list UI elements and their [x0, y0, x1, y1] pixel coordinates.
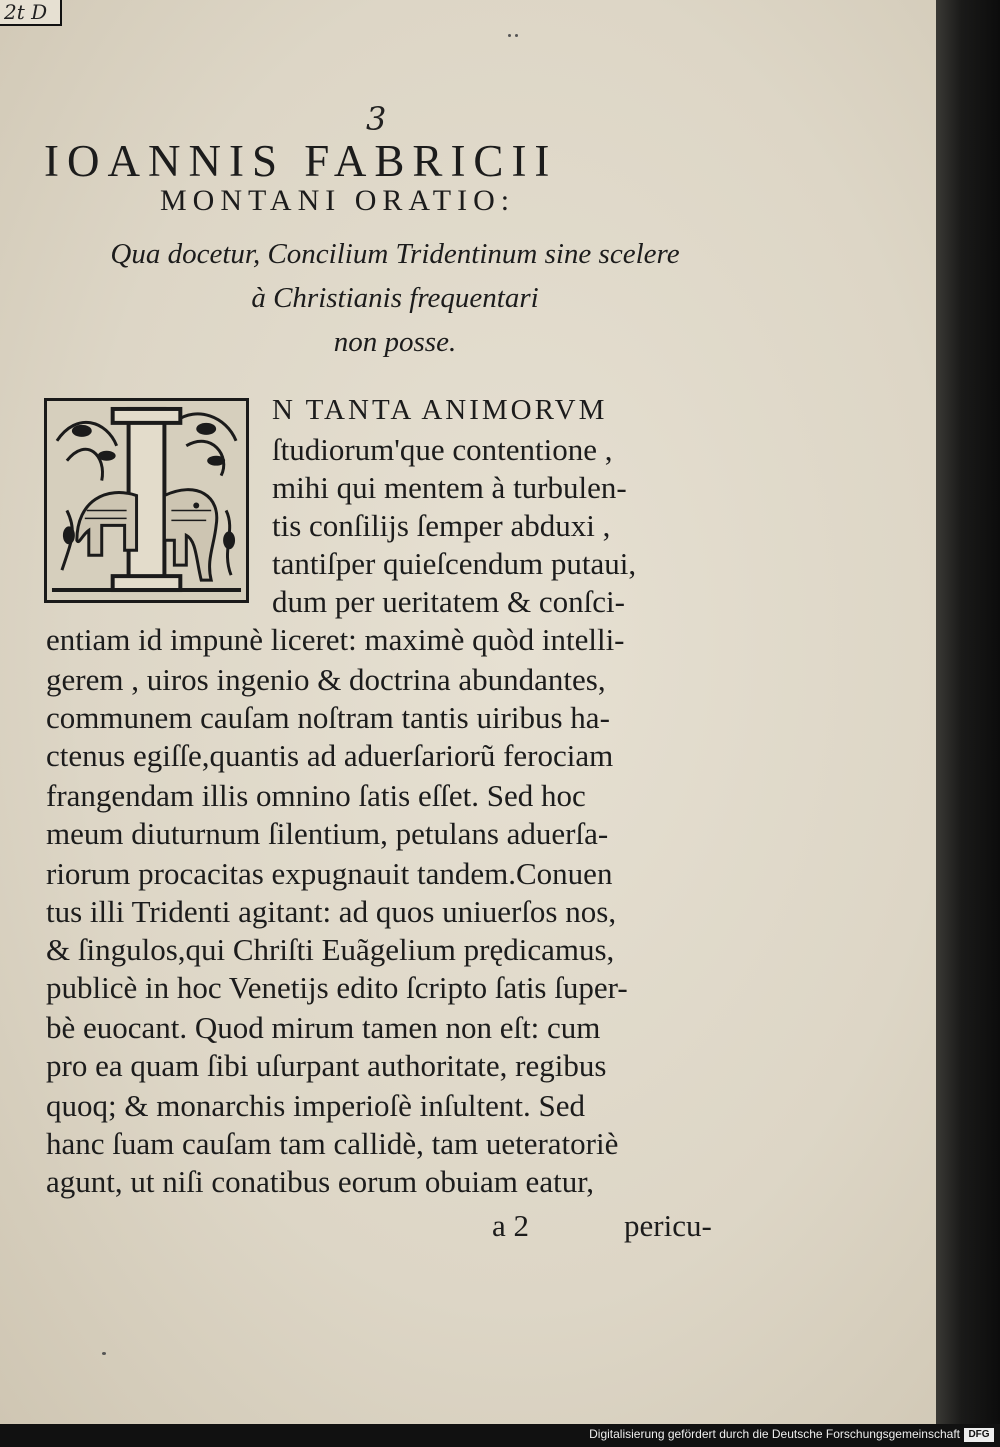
body-line: agunt, ut niſi conatibus eorum obuiam eatur,: [46, 1164, 595, 1199]
elephant-woodcut-icon: [47, 401, 246, 600]
body-line: publicè in hoc Venetijs edito ſcripto ſatis ſuper-: [46, 970, 628, 1005]
title-line-2: MONTANI ORATIO:: [160, 184, 516, 217]
paper-speck: [102, 1352, 106, 1355]
first-line-text: N TANTA ANIMORVM: [272, 394, 608, 426]
body-line: hanc ſuam cauſam tam callidè, tam ueteratoriè: [46, 1126, 619, 1161]
body-line: tantiſper quieſcendum putaui,: [272, 546, 637, 581]
subtitle-line: Qua docetur, Concilium Tridentinum sine scelere: [110, 238, 680, 270]
library-corner-mark: 2t D: [0, 0, 62, 26]
subtitle-line: à Christianis frequentari: [251, 282, 539, 314]
signature-mark: a 2: [492, 1208, 530, 1243]
paper-speck: [508, 34, 511, 37]
subtitle-line: non posse.: [333, 326, 457, 358]
body-line: riorum procacitas expugnauit tandem.Conuen: [46, 856, 613, 891]
body-line: communem cauſam noſtram tantis uiribus ha-: [46, 700, 610, 735]
dfg-logo-icon: DFG: [964, 1428, 994, 1442]
body-line: & ſingulos,qui Chriſti Euãgelium prędicamus,: [46, 932, 615, 967]
decorated-initial-icon: [44, 398, 249, 603]
footer-bar: [0, 1424, 1000, 1447]
paper-speck: [515, 34, 518, 37]
body-line: pro ea quam ſibi uſurpant authoritate, regibus: [46, 1048, 607, 1083]
body-line: entiam id impunè liceret: maximè quòd intelli-: [46, 622, 625, 657]
body-line: frangendam illis omnino ſatis eſſet. Sed hoc: [46, 778, 586, 813]
body-line: ſtudiorum'que contentione ,: [272, 432, 613, 467]
body-line: meum diuturnum ſilentium, petulans aduerſa-: [46, 816, 609, 851]
title-line-1: IOANNIS FABRICII: [44, 136, 558, 186]
body-line: tus illi Tridenti agitant: ad quos uniuerſos nos,: [46, 894, 617, 929]
page-edge-shadow: [936, 0, 1000, 1424]
body-line: ctenus egiſſe,quantis ad aduerſariorũ ferociam: [46, 738, 614, 773]
body-line: gerem , uiros ingenio & doctrina abundantes,: [46, 662, 606, 697]
body-line: mihi qui mentem à turbulen-: [272, 470, 627, 505]
body-line: quoq; & monarchis imperioſè inſultent. Sed: [46, 1088, 585, 1123]
body-line: dum per ueritatem & conſci-: [272, 584, 625, 619]
catchword: pericu-: [624, 1208, 712, 1243]
subtitle: [60, 232, 730, 364]
page-number: 3: [366, 100, 387, 138]
body-line: bè euocant. Quod mirum tamen non eſt: cum: [46, 1010, 601, 1045]
footer-credit-text: Digitalisierung gefördert durch die Deutsche Forschungsgemeinschaft: [589, 1427, 960, 1441]
body-line: tis conſilijs ſemper abduxi ,: [272, 508, 611, 543]
